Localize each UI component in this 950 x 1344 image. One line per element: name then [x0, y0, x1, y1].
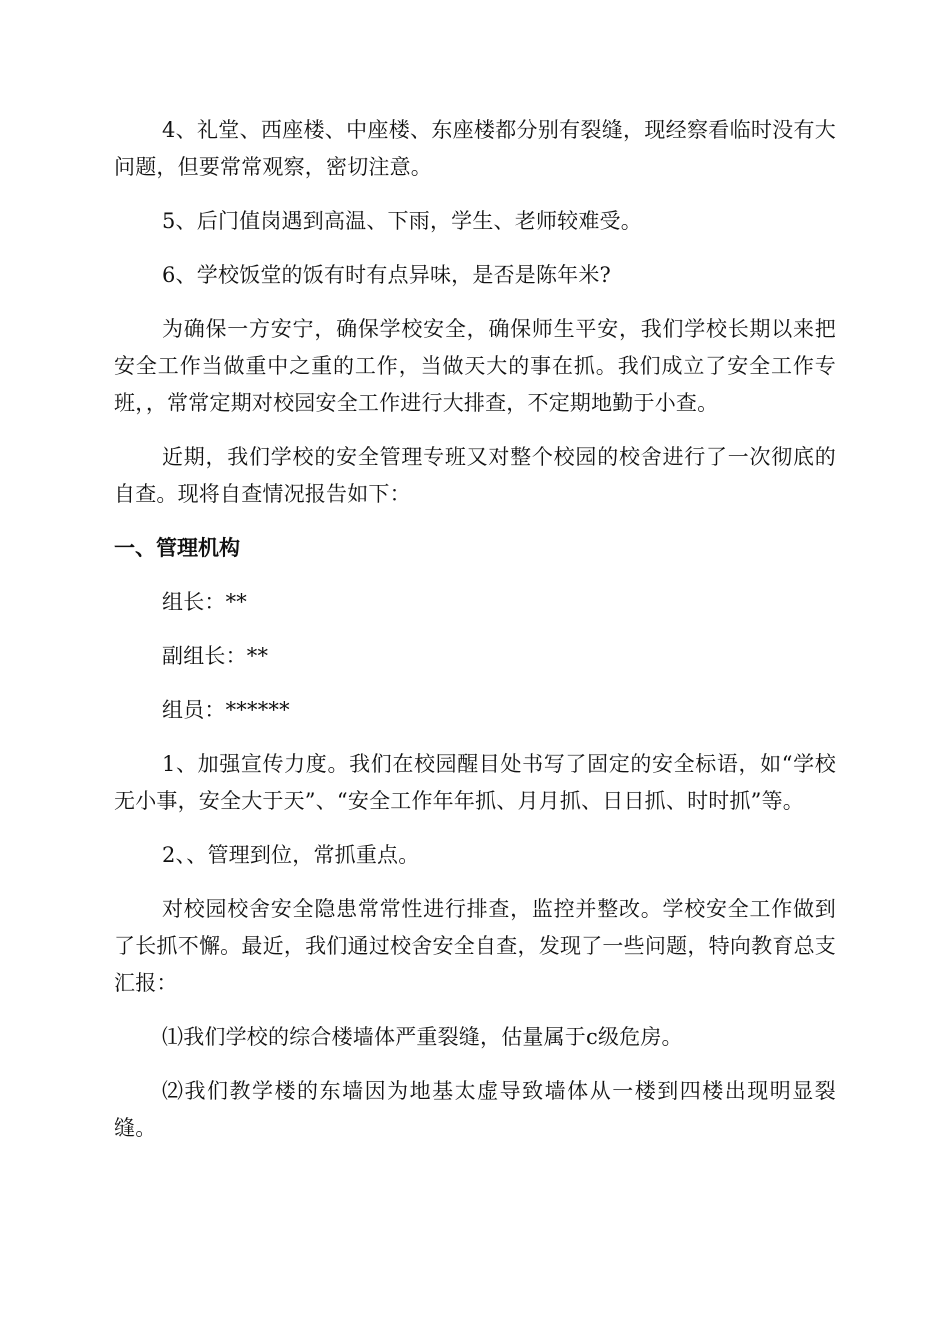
item-publicity: 1、加强宣传力度。我们在校园醒目处书写了固定的安全标语，如“学校无小事，安全大于天”、“安全工作年年抓、月月抓、日日抓、时时抓”等。 — [114, 752, 836, 813]
paragraph-item-6: 6、学校饭堂的饭有时有点异味，是否是陈年米? — [162, 263, 612, 287]
paragraph-self-check: 近期，我们学校的安全管理专班又对整个校园的校舍进行了一次彻底的自查。现将自查情况报告如下： — [114, 445, 836, 506]
document-body — [114, 112, 836, 1147]
paragraph-safety-intro: 为确保一方安宁，确保学校安全，确保师生平安，我们学校长期以来把安全工作当做重中之重的工作，当做天大的事在抓。我们成立了安全工作专班，，常常定期对校园安全工作进行大排查，不定期地勤于小查。 — [114, 317, 836, 415]
item-management: 2、、管理到位，常抓重点。 — [162, 843, 420, 867]
member-leader: 组长：** — [162, 590, 247, 614]
paragraph-inspection: 对校园校舍安全隐患常常性进行排查，监控并整改。学校安全工作做到了长抓不懈。最近，我们通过校舍安全自查，发现了一些问题，特向教育总支汇报： — [114, 897, 836, 995]
issue-1: ⑴我们学校的综合楼墙体严重裂缝，估量属于c级危房。 — [162, 1025, 683, 1049]
section-heading: 一、管理机构 — [114, 536, 240, 560]
member-deputy: 副组长：** — [162, 644, 269, 668]
issue-2: ⑵我们教学楼的东墙因为地基太虚导致墙体从一楼到四楼出现明显裂缝。 — [114, 1079, 836, 1140]
paragraph-item-4: 4、礼堂、西座楼、中座楼、东座楼都分别有裂缝，现经察看临时没有大问题，但要常常观察，密切注意。 — [114, 118, 836, 179]
paragraph-item-5: 5、后门值岗遇到高温、下雨，学生、老师较难受。 — [162, 209, 642, 233]
member-staff: 组员：****** — [162, 698, 290, 722]
